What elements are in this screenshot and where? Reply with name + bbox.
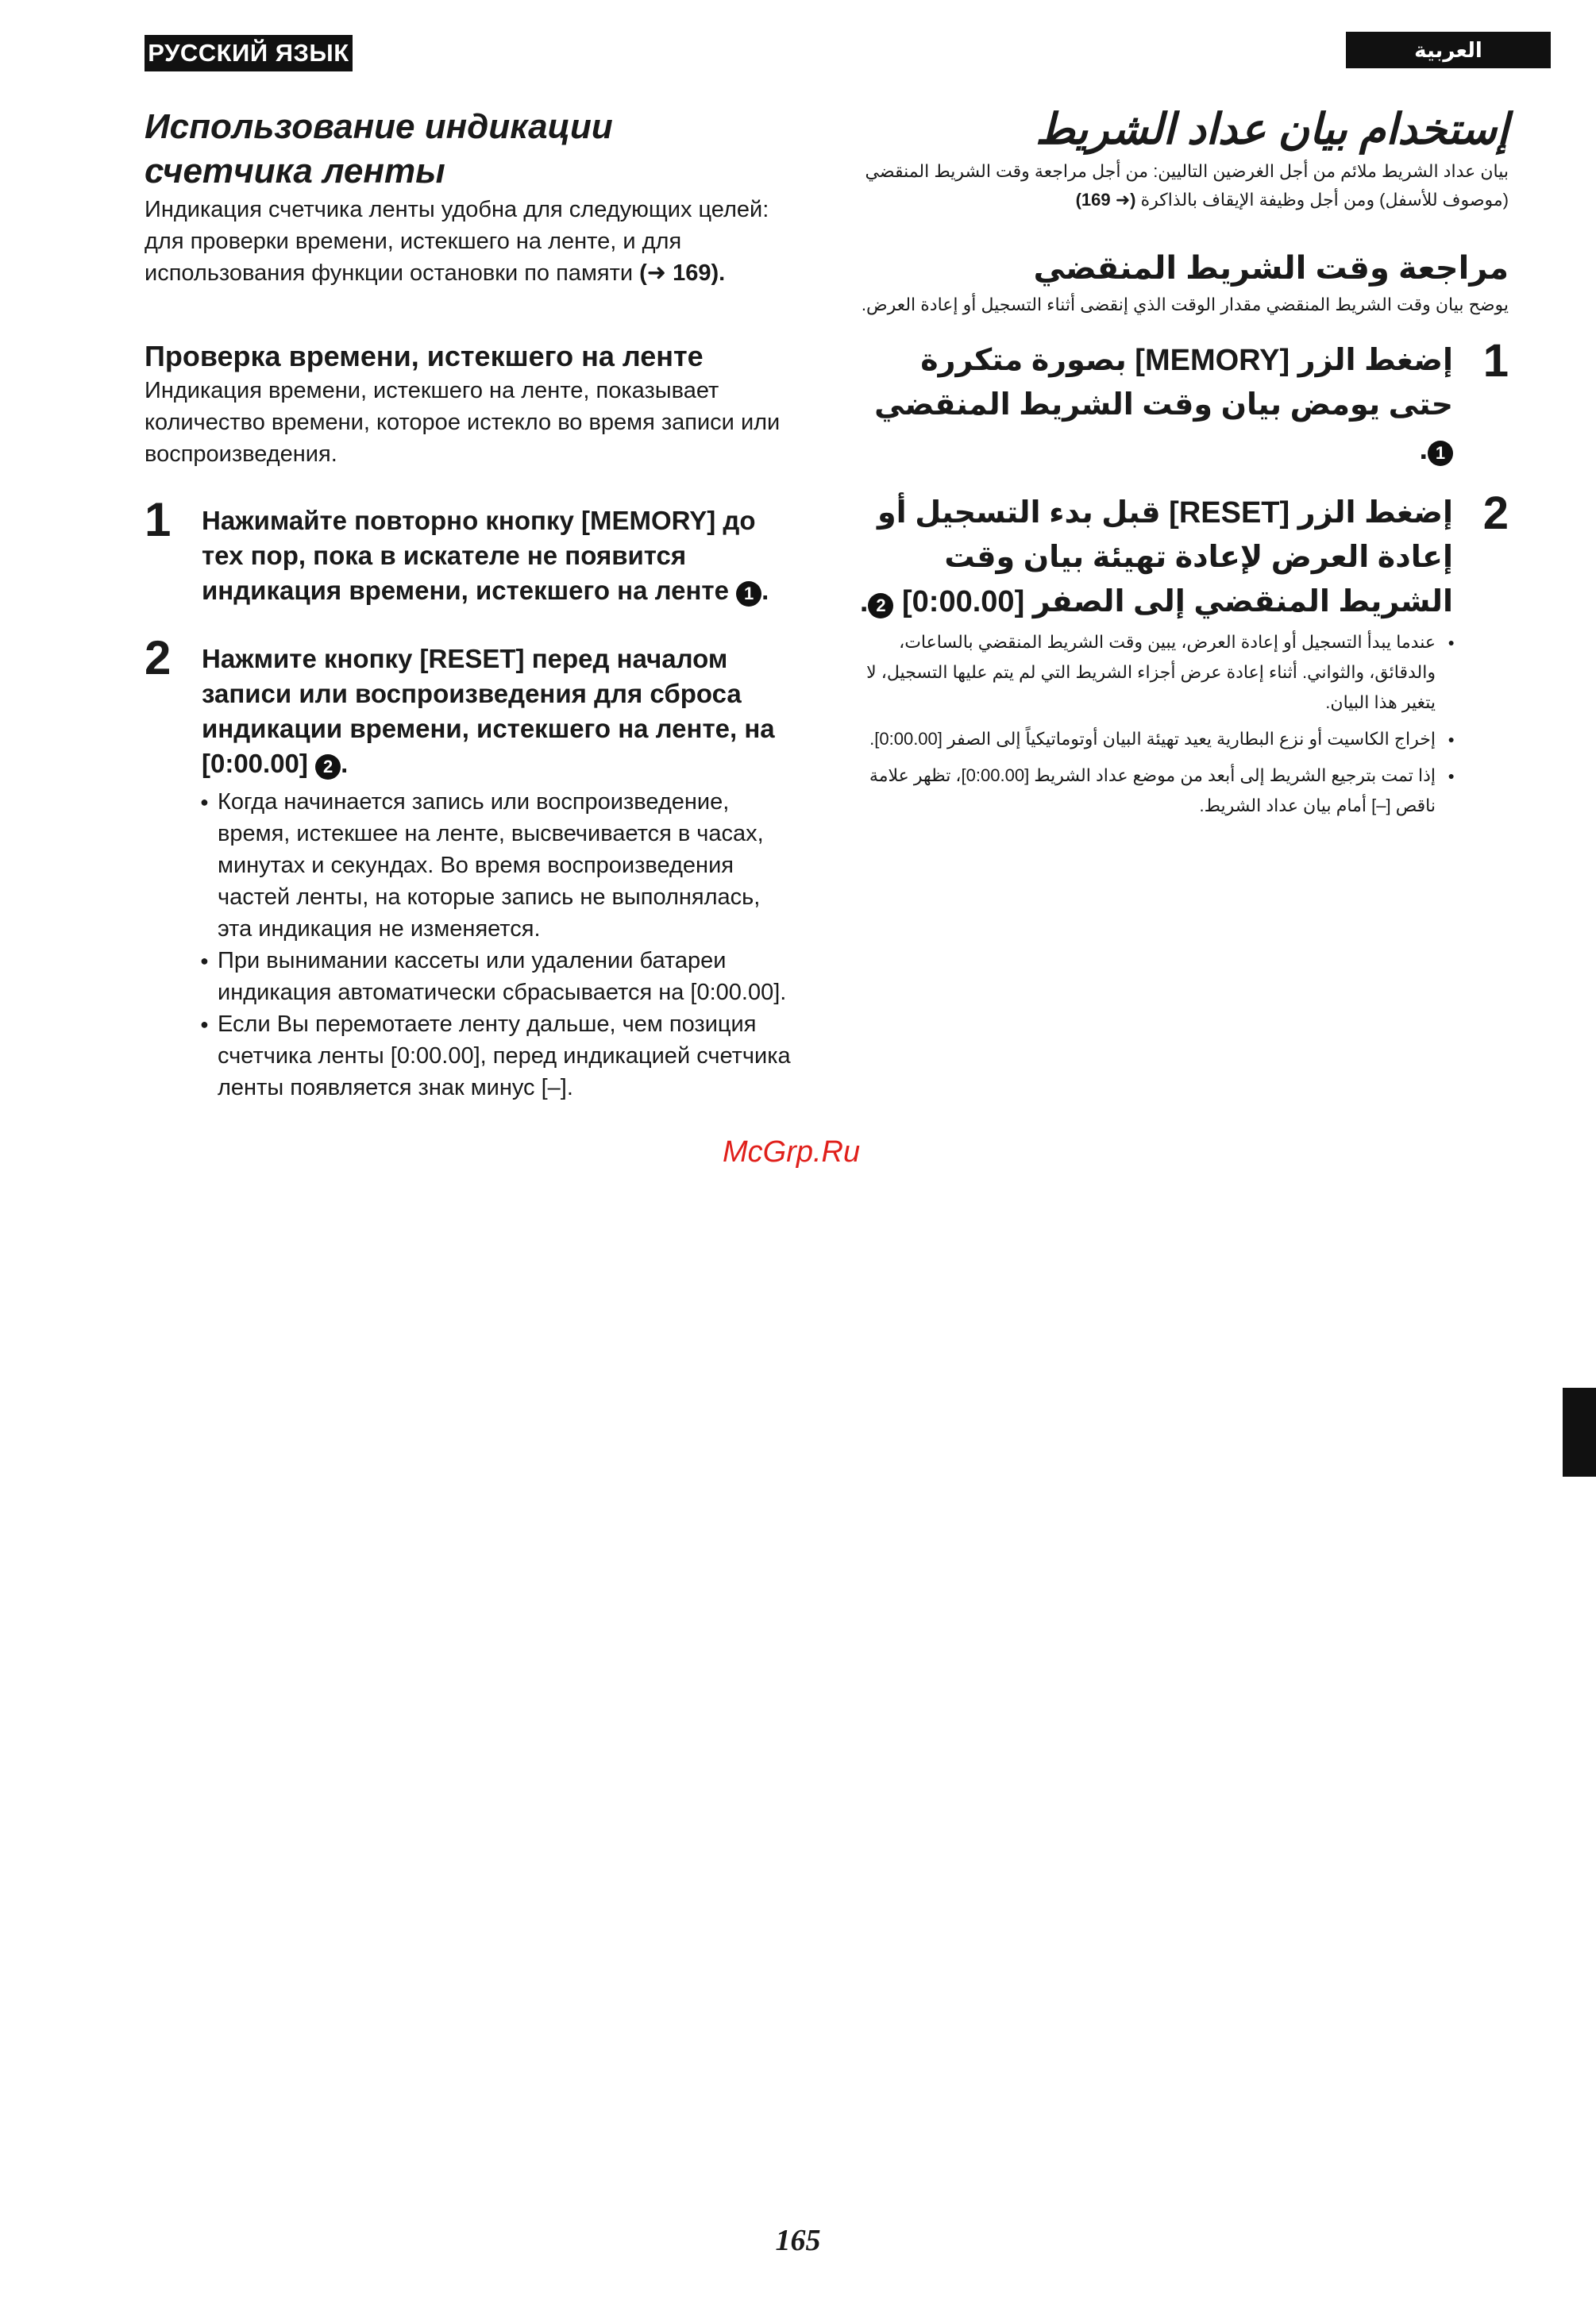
language-tab-arabic: العربية [1346, 32, 1551, 68]
language-tab-russian: РУССКИЙ ЯЗЫК [145, 35, 353, 71]
page-number: 165 [775, 2224, 821, 2257]
note-item: ● إذا تمت بترجيع الشريط إلى أبعد من موضع عداد الشريط [0:00.00]، تظهر علامة ناقص [–] أمام بيان عداد الشريط. [850, 761, 1436, 821]
russian-section-text: Индикация времени, истекшего на ленте, показывает количество времени, которое истекло во время записи или воспроизведения. [145, 378, 781, 467]
arabic-section-text: يوضح بيان وقت الشريط المنقضي مقدار الوقت الذي إنقضى أثناء التسجيل أو إعادة العرض. [861, 295, 1509, 314]
step-number: 1 [1482, 335, 1509, 387]
step-number: 1 [145, 493, 172, 546]
page-edge-tab [1563, 1388, 1596, 1477]
russian-title-line2: счетчика ленты [145, 152, 445, 191]
russian-step-1 [145, 493, 796, 608]
russian-title [145, 105, 796, 194]
russian-notes [202, 786, 796, 1104]
russian-intro [145, 194, 796, 289]
arabic-intro-ref: (➜ 169) [1075, 190, 1136, 210]
step-text-body: إضغط الزر [RESET] قبل بدء التسجيل أو إعادة العرض لإعادة تهيئة بيان وقت الشريط المنقضي إلى الصفر [0:00.00] [877, 496, 1453, 618]
step-number: 2 [1482, 487, 1509, 539]
russian-title-line1: Использование индикации [145, 107, 613, 146]
note-item: ● При вынимании кассеты или удалении батареи индикация автоматически сбрасывается на [0:00.00]. [218, 945, 796, 1008]
arabic-section-title: مراجعة وقت الشريط المنقضي [1033, 251, 1509, 286]
step-text: Нажимайте повторно кнопку [MEMORY] до тех пор, пока в искателе не появится индикация времени, истекшего на ленте 1 . [202, 506, 769, 605]
step-text: إضغط الزر [RESET] قبل بدء التسجيل أو إعادة العرض لإعادة تهيئة بيان وقت الشريط المنقضي إلى الصفر [0:00.00] 2. [859, 496, 1453, 618]
note-item: ● Когда начинается запись или воспроизведение, время, истекшее на ленте, высвечивается в часах, минутах и секундах. Во время воспроизведения частей ленты, на которые запись не выполнялась, эта индикация не изменяется. [218, 786, 796, 945]
step-text: إضغط الزر [MEMORY] بصورة متكررة حتى يومض بيان وقت الشريط المنقضي 1. [874, 344, 1453, 466]
russian-step-2 [145, 631, 796, 1104]
arabic-title: إستخدام بيان عداد الشريط [1035, 106, 1509, 153]
russian-intro-text: Индикация счетчика ленты удобна для следующих целей: для проверки времени, истекшего на ленте, и для использования функции остановки по памяти [145, 197, 769, 286]
note-item: ● Если Вы перемотаете ленту дальше, чем позиция счетчика ленты [0:00.00], перед индикацией счетчика ленты появляется знак минус [–]. [218, 1008, 796, 1104]
arabic-step-2 [850, 487, 1509, 821]
step-text-body: إضغط الزر [MEMORY] بصورة متكررة حتى يومض بيان وقت الشريط المنقضي [874, 344, 1453, 422]
step-text-body: Нажмите кнопку [RESET] перед началом записи или воспроизведения для сброса индикации времени, истекшего на ленте, на [0:00.00] [202, 644, 775, 778]
step-text-body: Нажимайте повторно кнопку [MEMORY] до тех пор, пока в искателе не появится индикация времени, истекшего на ленте [202, 506, 756, 605]
arabic-notes [850, 627, 1453, 821]
arabic-intro-text: بيان عداد الشريط ملائم من أجل الغرضين التاليين: من أجل مراجعة وقت الشريط المنقضي (موصوف للأسفل) ومن أجل وظيفة الإيقاف بالذاكرة [865, 161, 1509, 210]
watermark: McGrp.Ru [723, 1135, 861, 1169]
circled-number-icon: 2 [315, 754, 341, 780]
arabic-intro [850, 157, 1509, 214]
circled-number-icon: 2 [868, 593, 893, 618]
arabic-column [850, 102, 1509, 827]
russian-intro-ref: (➜ 169). [639, 260, 726, 286]
note-item: ● إخراج الكاسيت أو نزع البطارية يعيد تهيئة البيان أوتوماتيكياً إلى الصفر [0:00.00]. [850, 724, 1436, 754]
arabic-step-1 [850, 335, 1509, 472]
note-item: ● عندما يبدأ التسجيل أو إعادة العرض، يبين وقت الشريط المنقضي بالساعات، والدقائق، والثواني. أثناء إعادة عرض أجزاء الشريط التي لم يتم عليها التسجيل، لا يتغير هذا البيان. [850, 627, 1436, 718]
step-number: 2 [145, 631, 172, 684]
russian-section-title: Проверка времени, истекшего на ленте [145, 340, 704, 372]
step-text: Нажмите кнопку [RESET] перед началом записи или воспроизведения для сброса индикации времени, истекшего на ленте, на [0:00.00] 2 . [202, 644, 775, 778]
circled-number-icon: 1 [736, 581, 761, 607]
circled-number-icon: 1 [1428, 441, 1453, 466]
russian-column [145, 105, 796, 1104]
